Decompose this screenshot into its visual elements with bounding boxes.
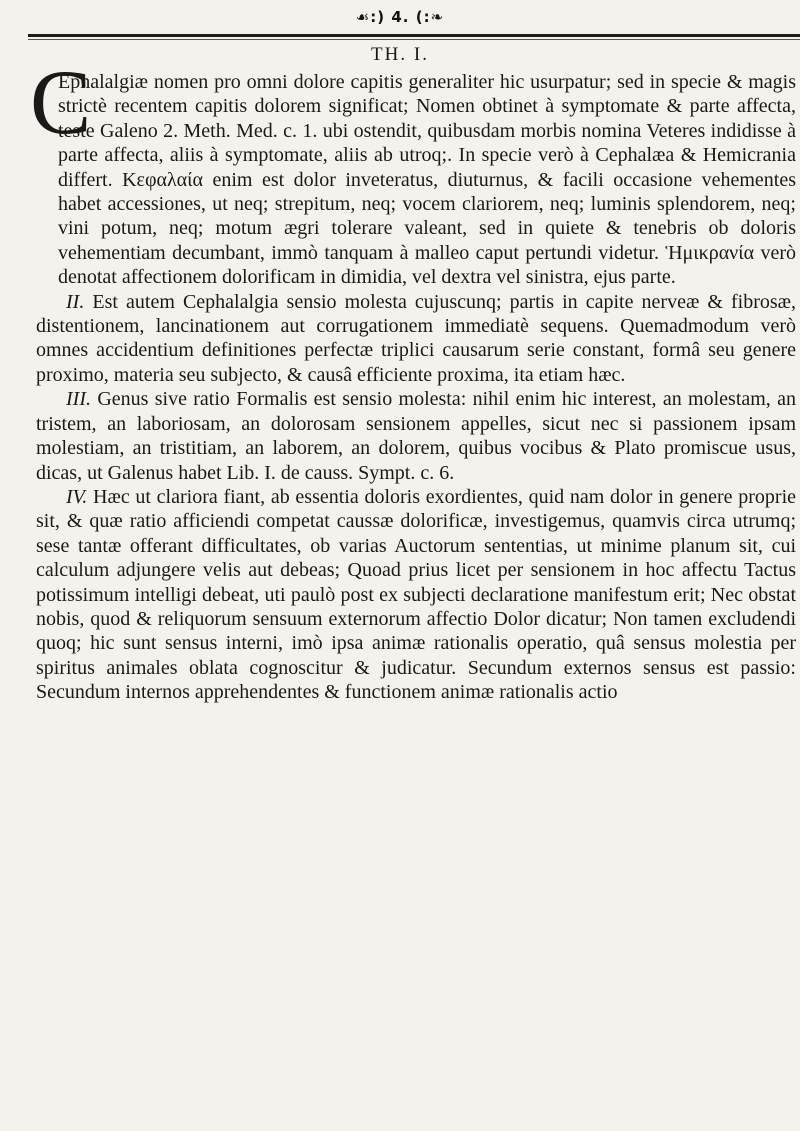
paragraph-2-text: Est autem Cephalalgia sensio molesta cujuscunq; partis in capite nerveæ & fibrosæ, distentionem, lancinationem aut corrugationem immediatè sequens. Quemadmodum verò omnes accidentium definitiones perfectæ triplici causarum serie constant, formâ seu genere proximo, materia seu subjecto, & causâ efficiente proxima, ita etiam hæc. (36, 290, 797, 386)
paragraph-3-text: Genus sive ratio Formalis est sensio molesta: nihil enim hic interest, an molestam, an tristem, an laboriosam, an dolorosam sensionem appelles, sicut nec si passionem ipsam molestiam, an tristitiam, an laborem, an dolorem, quibus vocibus & Plato promiscue usus, dicas, ut Galenus habet Lib. I. de causs. Sympt. c. 6. (36, 388, 797, 484)
paragraph-3 (36, 387, 796, 485)
section-number: III. (66, 388, 91, 411)
running-title: TH. I. (371, 44, 429, 65)
paragraph-2 (36, 290, 796, 388)
header-rule-thick (28, 34, 800, 37)
body-text (36, 70, 796, 705)
drop-cap: C (30, 51, 92, 153)
header-rule-thin (28, 39, 800, 40)
page-header-ornament: ☙:) 4. (:❧ (355, 8, 445, 26)
section-number: IV. (66, 485, 88, 508)
paragraph-1-text: Ephalalgiæ nomen pro omni dolore capitis generaliter hic usurpatur; sed in specie & magis strictè recentem capitis dolorem significat; Nomen obtinet à symptomate & parte affecta, teste Galeno 2. Meth. Med. c. 1. ubi ostendit, quibusdam morbis nomina Veteres indidisse à parte affecta, aliis à symptomate, aliis ab utroq;. In specie verò à Cephalæa & Hemicrania differt. Κεφαλαία enim est dolor inveteratus, diuturnus, & facili occasione vehementes habet accessiones, ut neq; strepitum, neq; vocem clariorem, neq; luminis splendorem, neq; vini potum, neq; motum ægri tolerare valeant, sed in quiete & tenebris ob doloris vehementiam decumbant, immò tanquam à malleo caput pertundi videtur. Ἡμικρανία verò denotat affectionem dolorificam in dimidia, vel dextra vel sinistra, ejus parte. (58, 71, 796, 289)
section-number: II. (66, 290, 85, 313)
paragraph-4-text: Hæc ut clariora fiant, ab essentia doloris exordientes, quid nam dolor in genere proprie sit, & quæ ratio afficiendi competat caussæ dolorificæ, investigemus, quamvis circa utrumq; sese tantæ offerant difficultates, ob varias Auctorum sententias, ut minime planum sit, cui calculum adjungere velis aut debeas; Quoad prius licet per sensionem in hoc affectu Tactus potissimum intelligi debeat, uti paulò post ex subjecti declaratione manifestum erit; Nec obstat nobis, quod & reliquorum sensuum externorum affectio Dolor dicatur; Non tamen excludendi quoq; hic sunt sensus interni, imò ipsa animæ rationalis operatio, quâ sensus molestia per spiritus animales oblata cognoscitur & judicatur. Secundum externos sensus est passio: Secundum internos apprehendentes & functionem animæ rationalis actio (36, 485, 797, 704)
paragraph-4 (36, 485, 796, 705)
paragraph-1 (36, 70, 796, 290)
